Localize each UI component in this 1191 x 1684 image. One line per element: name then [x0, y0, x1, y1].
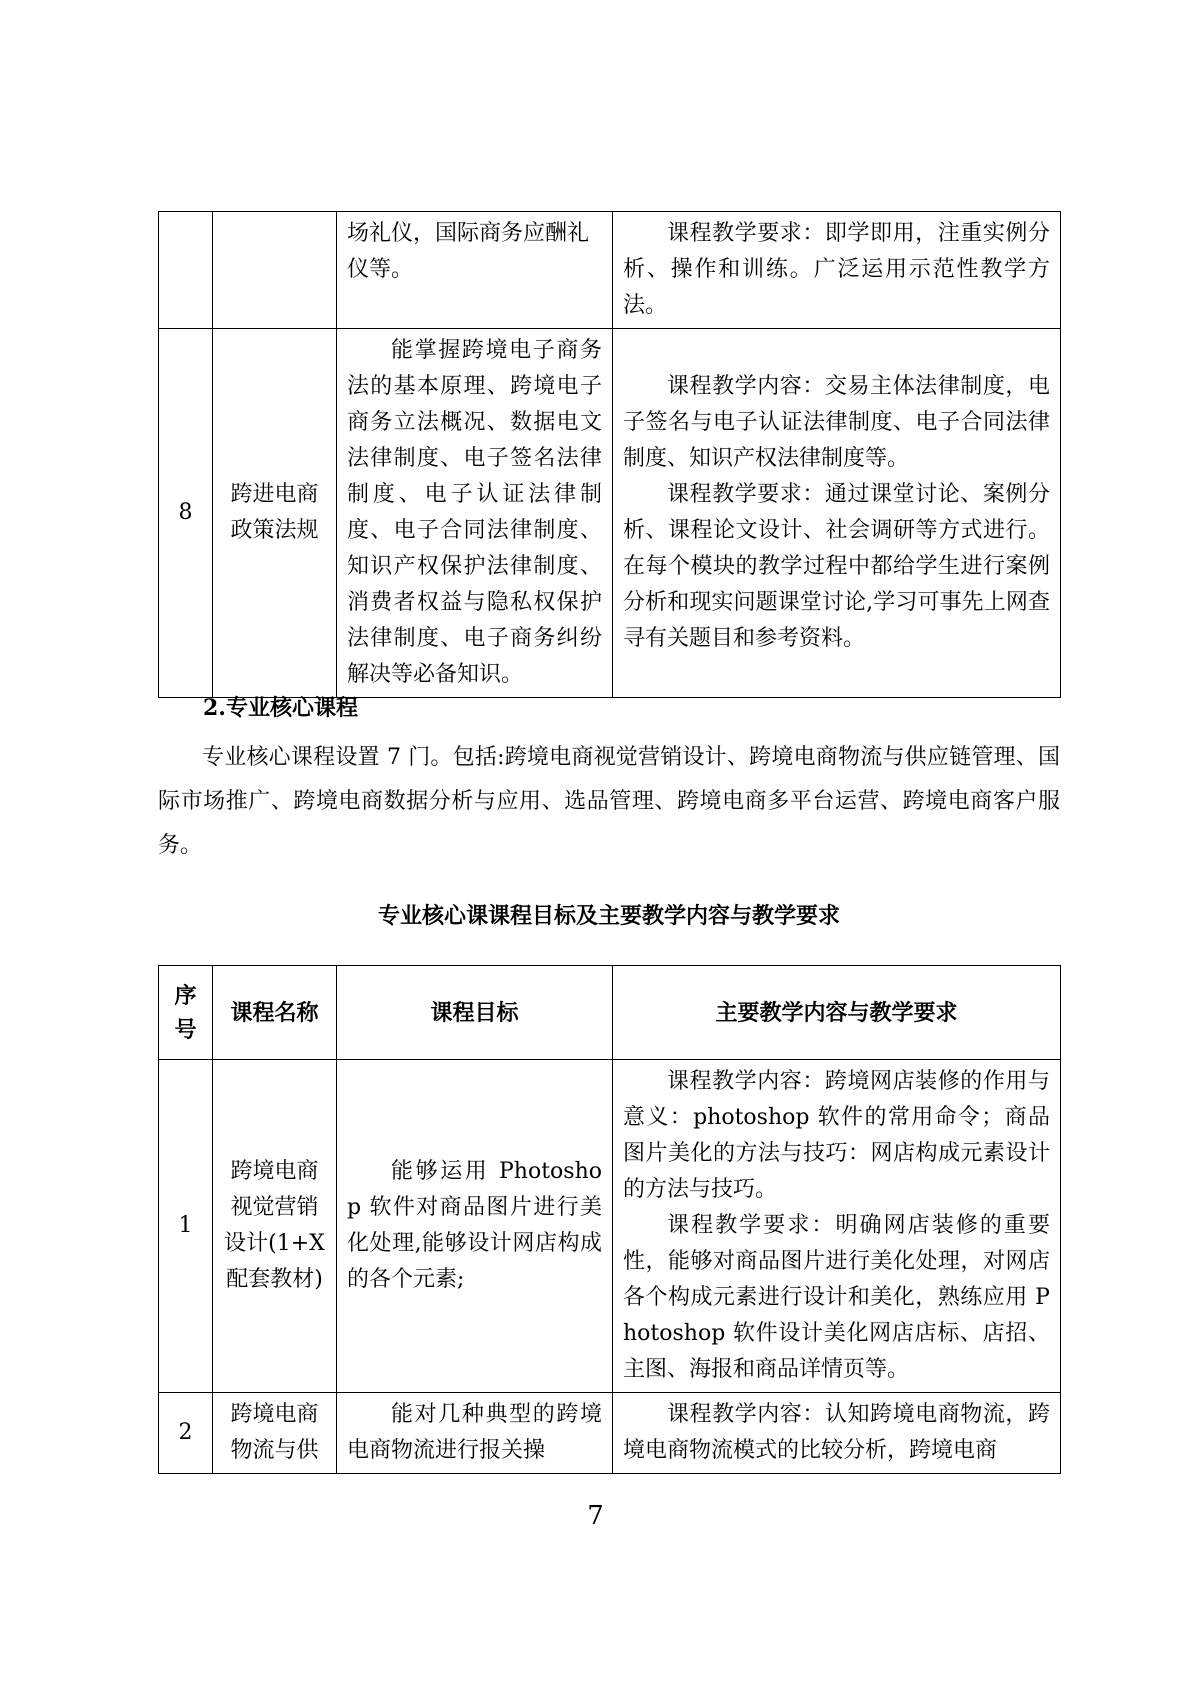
- table-row: [159, 329, 1061, 698]
- row-number: [159, 212, 213, 329]
- content-paragraph: 课程教学要求：通过课堂讨论、案例分析、课程论文设计、社会调研等方式进行。在每个模块的教学过程中都给学生进行案例分析和现实问题课堂讨论,学习可事先上网查寻有关题目和参考资料。: [623, 482, 1050, 651]
- content-paragraph: 课程教学内容：跨境网店装修的作用与意义：photoshop 软件的常用命令；商品图片美化的方法与技巧：网店构成元素设计的方法与技巧。: [623, 1069, 1050, 1202]
- course-goal-text: 能对几种典型的跨境电商物流进行报关操: [347, 1402, 602, 1463]
- header-content: 主要教学内容与教学要求: [613, 966, 1061, 1060]
- content-paragraph: 课程教学要求：即学即用，注重实例分析、操作和训练。广泛运用示范性教学方法。: [623, 221, 1050, 318]
- course-content: [613, 1060, 1061, 1393]
- page-number: 7: [587, 1501, 604, 1531]
- table-header-row: [159, 966, 1061, 1060]
- course-goal-text: 能够运用 Photoshop 软件对商品图片进行美化处理,能够设计网店构成的各个元素;: [347, 1159, 602, 1292]
- course-content: [613, 212, 1061, 329]
- course-goal: [337, 212, 613, 329]
- content-paragraph: 课程教学内容：交易主体法律制度，电子签名与电子认证法律制度、电子合同法律制度、知识产权法律制度等。: [623, 374, 1050, 471]
- course-content: [613, 329, 1061, 698]
- course-name: 跨进电商政策法规: [213, 329, 337, 698]
- course-content: [613, 1393, 1061, 1474]
- row-number: 1: [159, 1060, 213, 1393]
- table-row: [159, 1060, 1061, 1393]
- header-goal: 课程目标: [337, 966, 613, 1060]
- course-goal: [337, 1060, 613, 1393]
- course-name: 跨境电商视觉营销设计(1+X配套教材): [213, 1060, 337, 1393]
- core-course-table: [158, 965, 1061, 1474]
- course-name: 跨境电商物流与供: [213, 1393, 337, 1474]
- table-row: [159, 1393, 1061, 1474]
- course-goal-text: 能掌握跨境电子商务法的基本原理、跨境电子商务立法概况、数据电文法律制度、电子签名法律制度、电子认证法律制度、电子合同法律制度、知识产权保护法律制度、消费者权益与隐私权保护法律制度、电子商务纠纷解决等必备知识。: [347, 338, 602, 687]
- table-row: [159, 212, 1061, 329]
- course-name: [213, 212, 337, 329]
- course-goal: [337, 329, 613, 698]
- section-intro: 专业核心课程设置 7 门。包括:跨境电商视觉营销设计、跨境电商物流与供应链管理、国际市场推广、跨境电商数据分析与应用、选品管理、跨境电商多平台运营、跨境电商客户服务。: [158, 745, 1060, 858]
- course-goal: [337, 1393, 613, 1474]
- content-paragraph: 课程教学要求：明确网店装修的重要性，能够对商品图片进行美化处理，对网店各个构成元素进行设计和美化，熟练应用 Photoshop 软件设计美化网店店标、店招、主图、海报和商品详情页等。: [623, 1213, 1050, 1382]
- course-goal-text: 场礼仪，国际商务应酬礼仪等。: [347, 221, 590, 282]
- course-table-continued: [158, 211, 1061, 698]
- header-no: 序号: [159, 966, 213, 1060]
- table-caption: 专业核心课课程目标及主要教学内容与教学要求: [377, 903, 840, 929]
- row-number: 8: [159, 329, 213, 698]
- content-paragraph: 课程教学内容：认知跨境电商物流，跨境电商物流模式的比较分析，跨境电商: [623, 1402, 1050, 1463]
- section-heading: 2.专业核心课程: [203, 695, 358, 721]
- header-name: 课程名称: [213, 966, 337, 1060]
- row-number: 2: [159, 1393, 213, 1474]
